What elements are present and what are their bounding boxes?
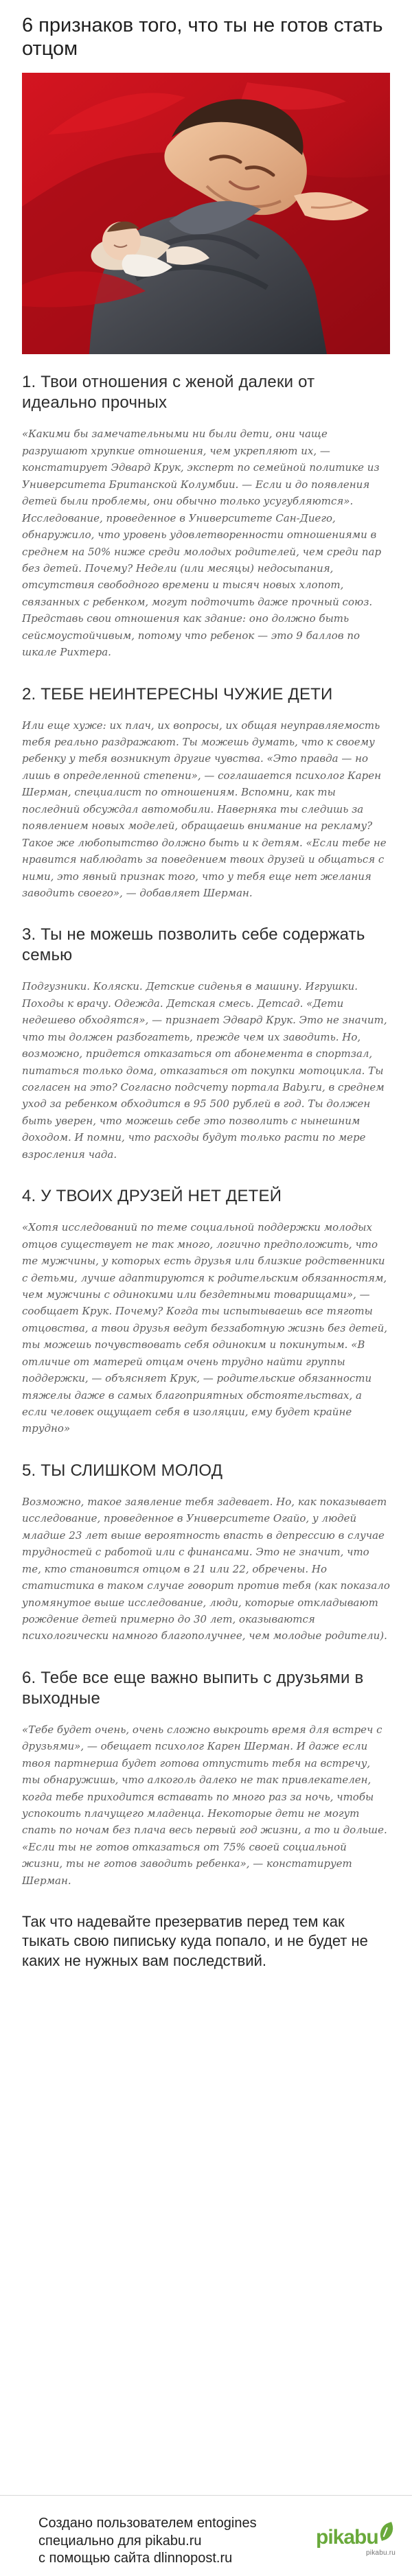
section-1: [0, 372, 412, 660]
conclusion-text: Так что надевайте презерватив перед тем как тыкать свою пипиську куда попало, и не будет не каких не нужных вам последствий.: [22, 1913, 368, 1969]
section-text-5: Возможно, такое заявление тебя задевает. Но, как показывает исследование, проведенное в Университете Огайо, у людей младше 23 лет выше вероятность впасть в депрессию в случае трудностей с работой или с финансами. Это не значит, что те, кто становится отцом в 21 или 22, обречены. Но статистика в таком случае говорит против тебя (как показало упомянутое выше исследование, люди, которые откладывают рождение детей примерно до 30 лет, оказываются психологически намного благополучнее, чем молодые родители).: [22, 1495, 390, 1643]
section-5: [0, 1461, 412, 1645]
section-6: [0, 1668, 412, 1889]
footer-tool-line: с помощью сайта dlinnopost.ru: [38, 2551, 233, 2566]
pikabu-wordmark: pikabu: [316, 2526, 378, 2549]
section-text-4: «Хотя исследований по теме социальной поддержки молодых отцов существует не так много, логично предположить, что те мужчины, у которых есть друзья или близкие родственники с детьми, лучше адаптируются к родительским обязанностям, чем мужчины с одинокими или бездетными товарищами», — сообщает Крук. Почему? Когда ты испытываешь все тяготы отцовства, а твои друзья ведут беззаботную жизнь без детей, ты можешь почувствовать себя одиноким и покинутым. «В отличие от матерей отцам очень трудно найти группы поддержки, — объясняет Крук, — родительские обязанности тяжелы даже в самых благоприятных обстоятельствах, а если человек ощущает себя в изоляции, ему будет крайне трудно»: [22, 1221, 388, 1435]
section-3: [0, 925, 412, 1163]
section-2: [0, 684, 412, 902]
section-heading-2: 2. ТЕБЕ НЕИНТЕРЕСНЫ ЧУЖИЕ ДЕТИ: [22, 684, 333, 704]
article-photo: [22, 73, 390, 354]
section-text-1: «Какими бы замечательными ни были дети, они чаще разрушают хрупкие отношения, чем укрепляют их, — констатирует Эдвард Крук, эксперт по семейной политике из Университета Британской Колумбии. — Если и до появления детей были проблемы, они обычно только усугубляются». Исследование, проведенное в Университете Сан-Диего, обнаружило, что уровень удовлетворенности отношениями в среднем на 50% ниже среди молодых родителей, чем среди пар без детей. Почему? Недели (или месяцы) недосыпания, отсутствия свободного времени и тысяч новых хлопот, связанных с ребенком, могут подточить даже прочный союз. Представь свои отношения как здание: оно должно быть сейсмоустойчивым, потому что ребенок — это 9 баллов по шкале Рихтера.: [22, 428, 382, 659]
pikabu-small-text: pikabu.ru: [366, 2549, 396, 2557]
section-text-6: «Тебе будет очень, очень сложно выкроить время для встреч с друзьями», — обещает психолог Карен Шерман. И даже если твоя партнерша будет готова отпустить тебя на встречу, ты обнаружишь, что алкоголь далеко не так привлекателен, когда тебе приходится вставать по много раз за ночь, чтобы успокоить плачущего младенца. Некоторые дети не могут спать по ночам без плача весь первый год жизни, а то и дольше. «Если ты не готов отказаться от 75% своей социальной жизни, ты не готов заводить ребенка», — констатирует Шерман.: [22, 1723, 387, 1887]
creator-footer: [0, 2495, 412, 2576]
footer-creator-line: Создано пользователем entogines: [38, 2516, 257, 2531]
pikabu-logo: [316, 2524, 397, 2557]
footer-site-line: специально для pikabu.ru: [38, 2533, 202, 2549]
section-heading-3: 3. Ты не можешь позволить себе содержать семью: [22, 925, 365, 965]
article-title: 6 признаков того, что ты не готов стать отцом: [22, 14, 383, 60]
section-4: [0, 1186, 412, 1437]
section-text-3: Подгузники. Коляски. Детские сиденья в машину. Игрушки. Походы к врачу. Одежда. Детская смесь. Детсад. «Дети недешево обходятся», — признает Эдвард Крук. Это не значит, что ты должен разбогатеть, прежде чем их заводить. Но, возможно, придется отказаться от абонемента в спортзал, питаться только дома, отказаться от покупки мотоцикла. Ты согласен на это? Согласно подсчету портала Baby.ru, в среднем уход за ребенком обходится в 95 500 рублей в год. Ты должен быть уверен, что можешь себе это позволить с нынешним доходом. И помни, что расходы будут только расти по мере взросления чада.: [22, 980, 387, 1161]
section-heading-6: 6. Тебе все еще важно выпить с друзьями в выходные: [22, 1668, 364, 1708]
sleeping-father-photo: [22, 73, 390, 354]
section-heading-5: 5. ТЫ СЛИШКОМ МОЛОД: [22, 1461, 223, 1480]
section-text-2: Или еще хуже: их плач, их вопросы, их общая неуправляемость тебя реально раздражают. Ты можешь думать, что к своему ребенку у тебя возникнут другие чувства. «Это правда — но лишь в определенной степени», — соглашается психолог Карен Шерман, специалист по отношениям. Вспомни, как ты последний обсуждал автомобили. Наверняка ты следишь за появлением новых моделей, обращаешь внимание на рекламу? Такое же любопытство должно быть и к детям. «Если тебе не нравится наблюдать за поведением твоих друзей и общаться с ними, это явный признак того, что у тебя еще нет желания заводить своего», — добавляет Шерман.: [22, 719, 387, 899]
pikabu-leaf-icon: [377, 2522, 396, 2541]
section-heading-1: 1. Твои отношения с женой далеки от идеально прочных: [22, 373, 315, 413]
section-heading-4: 4. У ТВОИХ ДРУЗЕЙ НЕТ ДЕТЕЙ: [22, 1187, 282, 1206]
